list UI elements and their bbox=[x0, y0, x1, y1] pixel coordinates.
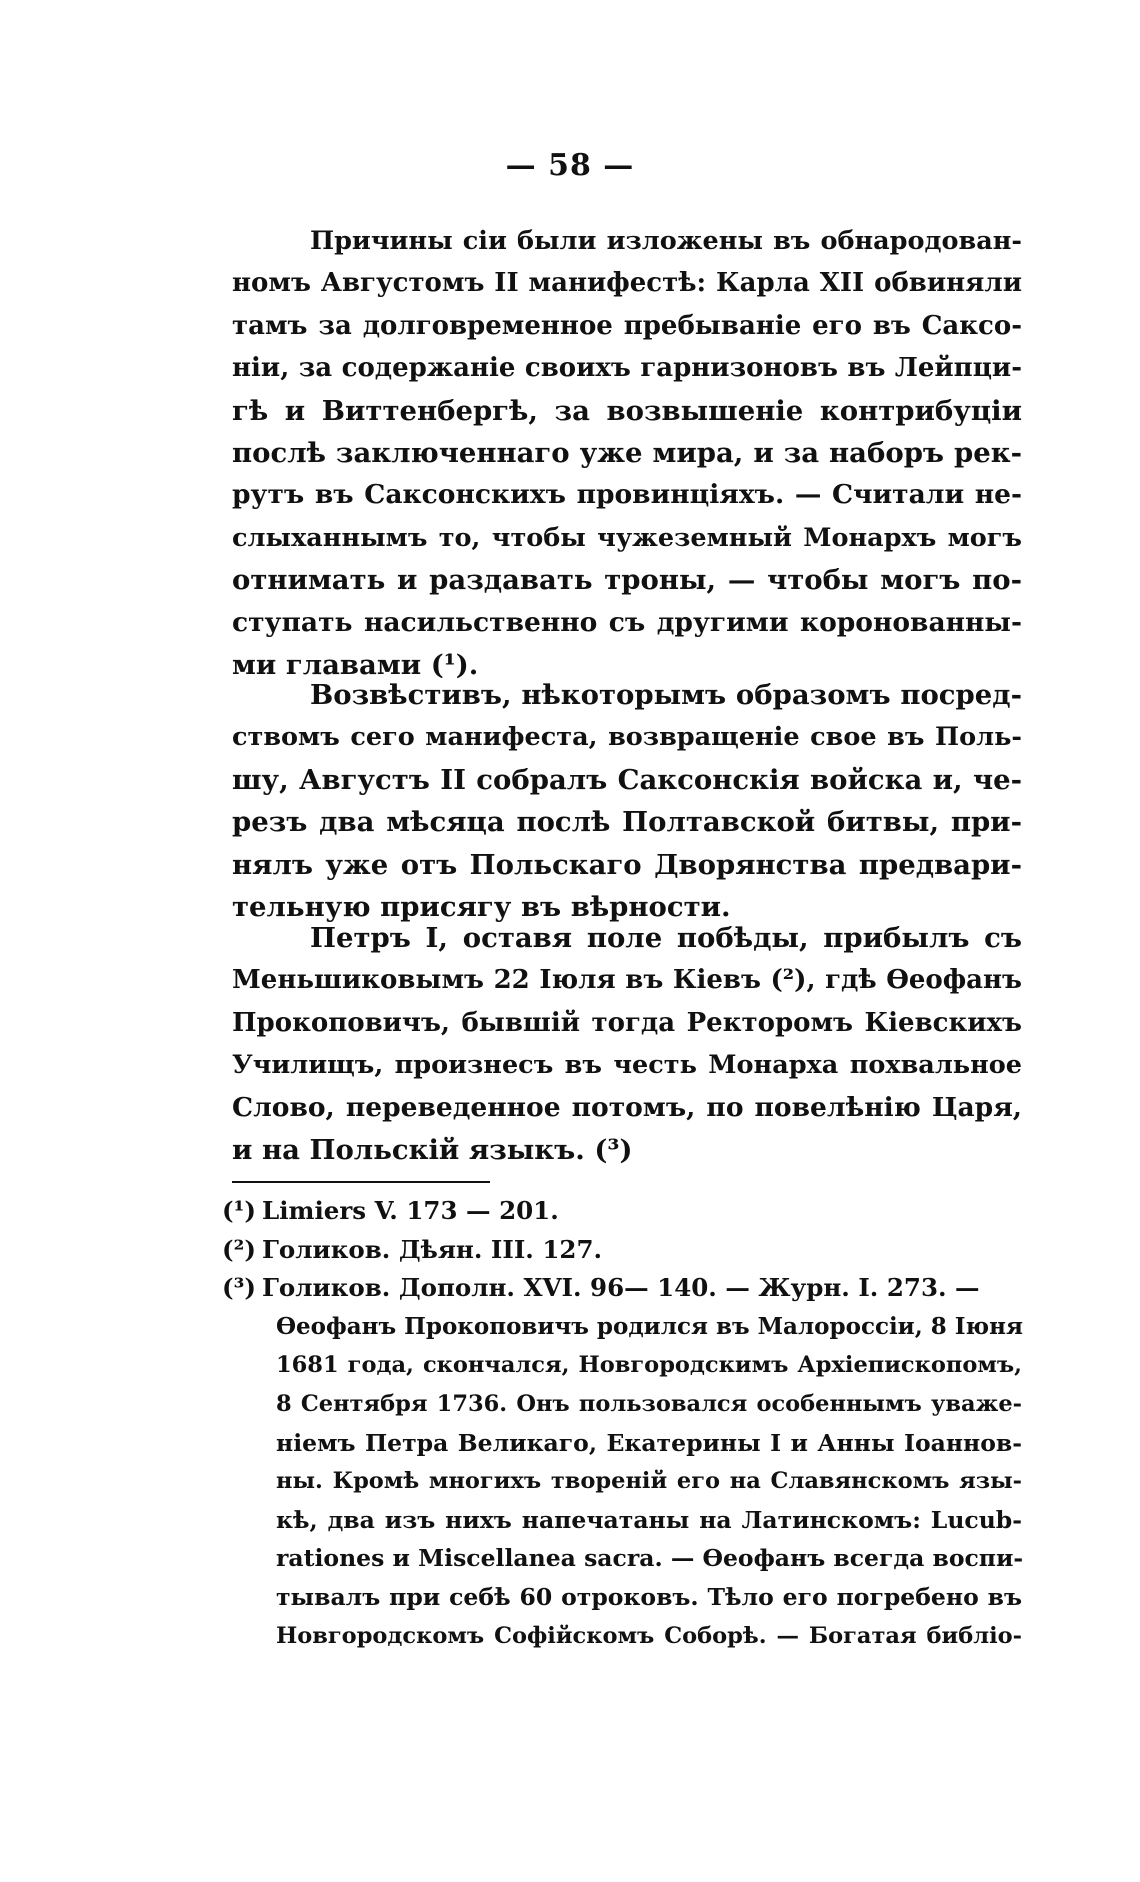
paragraph-2 bbox=[232, 674, 1022, 928]
text-line: Причины сіи были изложены въ обнародован- bbox=[310, 226, 1022, 256]
footnote-marker: (³) bbox=[222, 1273, 256, 1303]
footnote-marker: (²) bbox=[222, 1234, 256, 1264]
footnotes bbox=[222, 1192, 1022, 1655]
text-line: Прокоповичъ, бывшій тогда Ректоромъ Кіевскихъ bbox=[232, 1007, 1022, 1038]
footnote-1 bbox=[222, 1192, 1022, 1231]
text-line: номъ Августомъ II манифестѣ: Карла XII обвиняли bbox=[232, 268, 1022, 299]
text-line: Училищъ, произнесъ въ честь Монарха похвальное bbox=[232, 1050, 1022, 1081]
footnote-line: ны. Кромѣ многихъ твореній его на Славянскомъ язы- bbox=[276, 1468, 1022, 1495]
text-line: Возвѣстивъ, нѣкоторымъ образомъ посред- bbox=[310, 679, 1022, 711]
footnote-line: кѣ, два изъ нихъ напечатаны на Латинскомъ: Lucub- bbox=[276, 1505, 1022, 1534]
text-line: тамъ за долговременное пребываніе его въ Саксо- bbox=[232, 310, 1022, 341]
paragraph-3 bbox=[232, 917, 1022, 1171]
text-line: ми главами (¹). bbox=[232, 648, 479, 681]
footnote-line: 8 Сентября 1736. Онъ пользовался особеннымъ уваже- bbox=[276, 1390, 1022, 1417]
footnote-2 bbox=[222, 1231, 1022, 1270]
footnote-text: Голиков. Дополн. XVI. 96— 140. — Журн. I. 273. — bbox=[262, 1273, 980, 1303]
footnote-line: Ѳеофанъ Прокоповичъ родился въ Малороссіи, 8 Іюня bbox=[276, 1312, 1023, 1340]
footnote-line: ніемъ Петра Великаго, Екатерины I и Анны Іоаннов- bbox=[276, 1428, 1022, 1457]
page-number: — 58 — bbox=[505, 148, 635, 183]
text-line: тельную присягу въ вѣрности. bbox=[232, 890, 731, 923]
text-line: рутъ въ Саксонскихъ провинціяхъ. — Считали не- bbox=[232, 479, 1022, 511]
footnote-3 bbox=[222, 1269, 1022, 1308]
text-line: Слово, переведенное потомъ, по повелѣнію Царя, bbox=[232, 1091, 1022, 1123]
text-line: резъ два мѣсяца послѣ Полтавской битвы, при- bbox=[232, 806, 1022, 839]
text-line: ступать насильственно съ другими коронованны- bbox=[232, 606, 1022, 638]
footnote-line: Новгородскомъ Софійскомъ Соборѣ. — Богатая библіо- bbox=[276, 1622, 1022, 1649]
paragraph-1 bbox=[232, 220, 1022, 686]
text-line: послѣ заключеннаго уже мира, и за наборъ рек- bbox=[232, 436, 1022, 469]
footnote-text: Limiers V. 173 — 201. bbox=[262, 1196, 559, 1225]
text-line: Меньшиковымъ 22 Іюля въ Кіевъ (²), гдѣ Ѳеофанъ bbox=[232, 965, 1022, 996]
footnote-divider bbox=[232, 1181, 490, 1183]
footnote-line: тывалъ при себѣ 60 отроковъ. Тѣло его погребено въ bbox=[276, 1582, 1022, 1611]
footnote-marker: (¹) bbox=[222, 1196, 256, 1225]
text-line: и на Польскій языкъ. (³) bbox=[232, 1133, 633, 1166]
text-line: Петръ I, оставя поле побѣды, прибылъ съ bbox=[310, 922, 1022, 954]
footnote-line: 1681 года, скончался, Новгородскимъ Архіепископомъ, bbox=[276, 1352, 1022, 1379]
text-line: отнимать и раздавать троны, — чтобы могъ по- bbox=[232, 564, 1022, 597]
footnote-text: Голиков. Дѣян. III. 127. bbox=[262, 1234, 603, 1264]
text-line: нялъ уже отъ Польскаго Дворянства предвари- bbox=[232, 848, 1022, 881]
text-line: гѣ и Виттенбергѣ, за возвышеніе контрибуціи bbox=[232, 394, 1022, 427]
text-line: ствомъ сего манифеста, возвращеніе свое въ Поль- bbox=[232, 722, 1022, 753]
text-line: слыханнымъ то, чтобы чужеземный Монархъ могъ bbox=[232, 522, 1022, 553]
text-line: ніи, за содержаніе своихъ гарнизоновъ въ Лейпци- bbox=[232, 353, 1022, 384]
footnote-line: rationes и Miscellanea sacra. — Ѳеофанъ всегда воспи- bbox=[276, 1544, 1024, 1573]
text-line: шу, Августъ II собралъ Саксонскія войска и, че- bbox=[232, 763, 1022, 796]
